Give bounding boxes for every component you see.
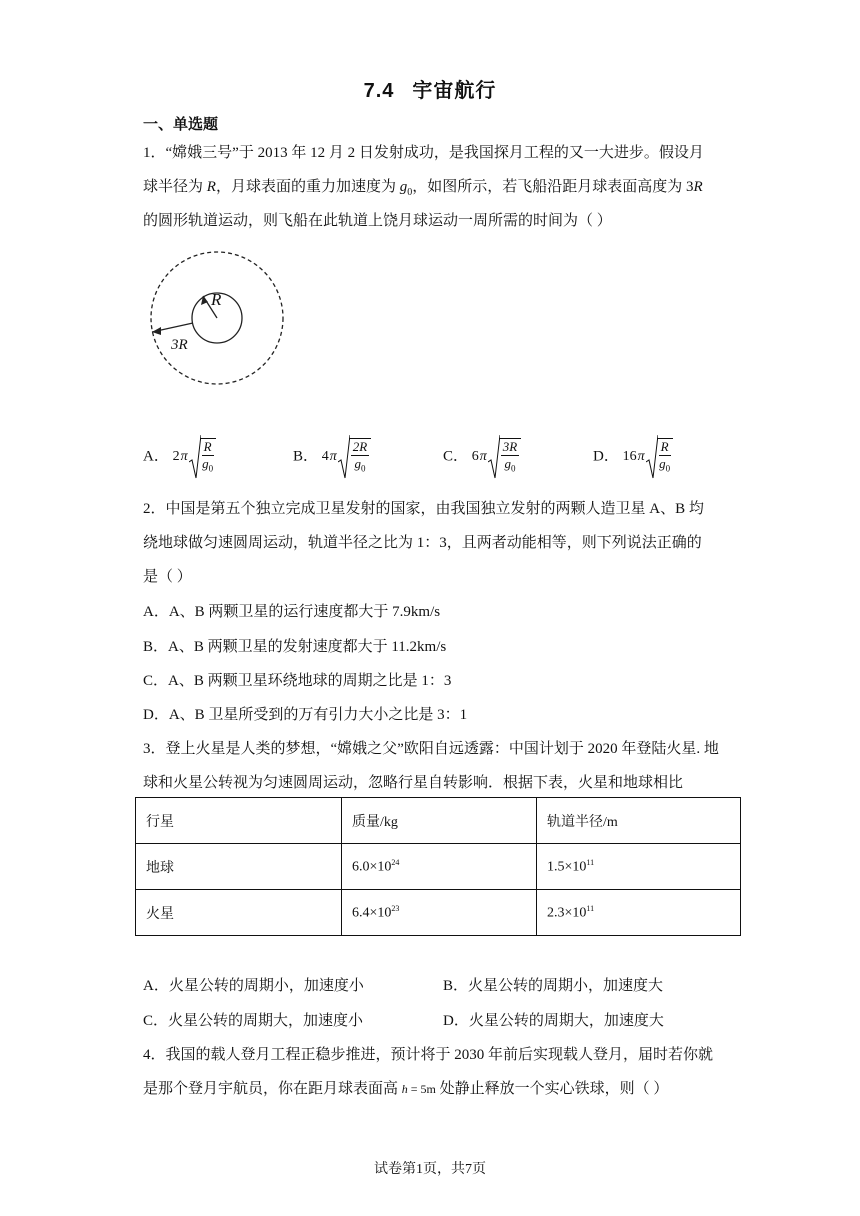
q2-line1: 2．中国是第五个独立完成卫星发射的国家，由我国独立发射的两颗人造卫星 A、B 均: [143, 501, 704, 517]
pi: π: [180, 449, 188, 464]
frac-den-sub: 0: [511, 463, 516, 474]
q3-line1: 3．登上火星是人类的梦想，“嫦娥之父”欧阳自远透露：中国计划于 2020 年登陆火星. 地: [143, 741, 719, 757]
frac-den: g: [354, 455, 361, 471]
table-cell: 地球: [136, 844, 342, 890]
q2-option-d[interactable]: D．A、B 卫星所受到的万有引力大小之比是 3：1: [143, 707, 468, 723]
table-header-row: [136, 798, 741, 844]
pi: π: [329, 449, 337, 464]
coef: 2: [172, 449, 180, 464]
q4-text: 是那个登月宇航员，你在距月球表面高: [143, 1081, 402, 1097]
pi: π: [637, 449, 645, 464]
q3-option-a[interactable]: A．火星公转的周期小，加速度小: [143, 978, 364, 994]
q1-var-R: R: [693, 179, 703, 195]
q4-text: 处静止释放一个实心铁球，则（ ）: [435, 1081, 669, 1097]
q3-option-b[interactable]: B．火星公转的周期小，加速度大: [443, 978, 664, 994]
title-number: 7.4: [363, 80, 395, 102]
q2-line2: 绕地球做匀速圆周运动，轨道半径之比为 1：3，且两者动能相等，则下列说法正确的: [143, 535, 702, 551]
q1-line2: [143, 177, 703, 203]
frac-den: g: [202, 455, 209, 471]
q1-text: 球半径为: [143, 179, 207, 195]
q4-height-value: = 5m: [407, 1082, 436, 1096]
coef: 4: [321, 449, 329, 464]
q1-var-g-sub: 0: [407, 187, 413, 198]
frac-den: g: [504, 455, 511, 471]
inner-radius-label: R: [211, 290, 222, 309]
option-formula: [623, 434, 673, 480]
frac-den-sub: 0: [208, 463, 214, 474]
coef: 16: [622, 449, 637, 464]
option-formula: [472, 434, 521, 480]
frac-den-sub: 0: [665, 463, 671, 474]
q4-var-h: h: [401, 1082, 408, 1096]
table-cell: [342, 844, 537, 890]
mass-exponent: 24: [391, 857, 400, 867]
q3-line2: 球和火星公转视为匀速圆周运动，忽略行星自转影响．根据下表，火星和地球相比: [143, 775, 684, 791]
mass-exponent: 23: [391, 903, 400, 913]
q1-text: ，如图所示，若飞船沿距月球表面高度为 3: [412, 179, 694, 195]
table-row: [136, 890, 741, 936]
q2-option-a[interactable]: A．A、B 两颗卫星的运行速度都大于 7.9km/s: [143, 604, 441, 620]
radius-value: 2.3×10: [547, 905, 587, 921]
q2-option-b[interactable]: B．A、B 两颗卫星的发射速度都大于 11.2km/s: [143, 639, 447, 655]
mass-value: 6.4×10: [352, 905, 392, 921]
q2-option-c[interactable]: C．A、B 两颗卫星环绕地球的周期之比是 1：3: [143, 673, 452, 689]
option-formula: [322, 434, 371, 480]
section-heading: 一、单选题: [143, 117, 219, 133]
q1-line3: 的圆形轨道运动，则飞船在此轨道上饶月球运动一周所需的时间为（ ）: [143, 213, 612, 229]
table-header: 轨道半径/m: [537, 798, 741, 844]
table-cell: [537, 890, 741, 936]
title-text: 宇宙航行: [412, 80, 497, 102]
table-header: 行星: [136, 798, 342, 844]
table-cell: [342, 890, 537, 936]
frac-num: R: [203, 438, 212, 454]
q1-var-R: R: [206, 179, 216, 195]
table-row: [136, 844, 741, 890]
q1-option-c[interactable]: [443, 434, 521, 480]
page-footer: 试卷第1页，共7页: [374, 1162, 486, 1177]
q4-line2: [143, 1079, 668, 1099]
radius-value: 1.5×10: [547, 859, 587, 875]
planet-table: [135, 797, 741, 936]
option-letter: D．: [593, 448, 619, 465]
frac-num: 3R: [502, 438, 518, 454]
page-title: [0, 74, 860, 103]
radius-exponent: 11: [586, 857, 595, 867]
pi: π: [479, 449, 487, 464]
q1-option-b[interactable]: [293, 434, 371, 480]
frac-num: 2R: [352, 438, 368, 454]
option-letter: B．: [293, 448, 319, 465]
q1-text: ，月球表面的重力加速度为: [215, 179, 400, 195]
q3-option-d[interactable]: D．火星公转的周期大，加速度大: [443, 1013, 664, 1029]
frac-num: R: [660, 438, 669, 454]
q1-option-a[interactable]: [143, 434, 216, 480]
option-letter: C．: [443, 448, 469, 465]
radius-exponent: 11: [586, 903, 595, 913]
mass-value: 6.0×10: [352, 859, 392, 875]
q4-line1: 4．我国的载人登月工程正稳步推进，预计将于 2030 年前后实现载人登月，届时若你就: [143, 1047, 714, 1063]
q2-line3: 是（ ）: [143, 569, 192, 585]
coef: 6: [471, 449, 479, 464]
q1-line1: 1．“嫦娥三号”于 2013 年 12 月 2 日发射成功，是我国探月工程的又一大进步。假设月: [143, 145, 704, 161]
orbit-figure: [143, 244, 293, 394]
table-cell: 火星: [136, 890, 342, 936]
outer-radius-label: 3R: [171, 337, 188, 353]
frac-den-sub: 0: [361, 463, 366, 474]
option-formula: [173, 434, 216, 480]
q3-option-c[interactable]: C．火星公转的周期大，加速度小: [143, 1013, 364, 1029]
frac-den: g: [659, 455, 666, 471]
table-cell: [537, 844, 741, 890]
table-header: 质量/kg: [342, 798, 537, 844]
option-letter: A．: [143, 448, 169, 465]
q1-option-d[interactable]: [593, 434, 673, 480]
q1-var-g: g: [399, 179, 408, 195]
